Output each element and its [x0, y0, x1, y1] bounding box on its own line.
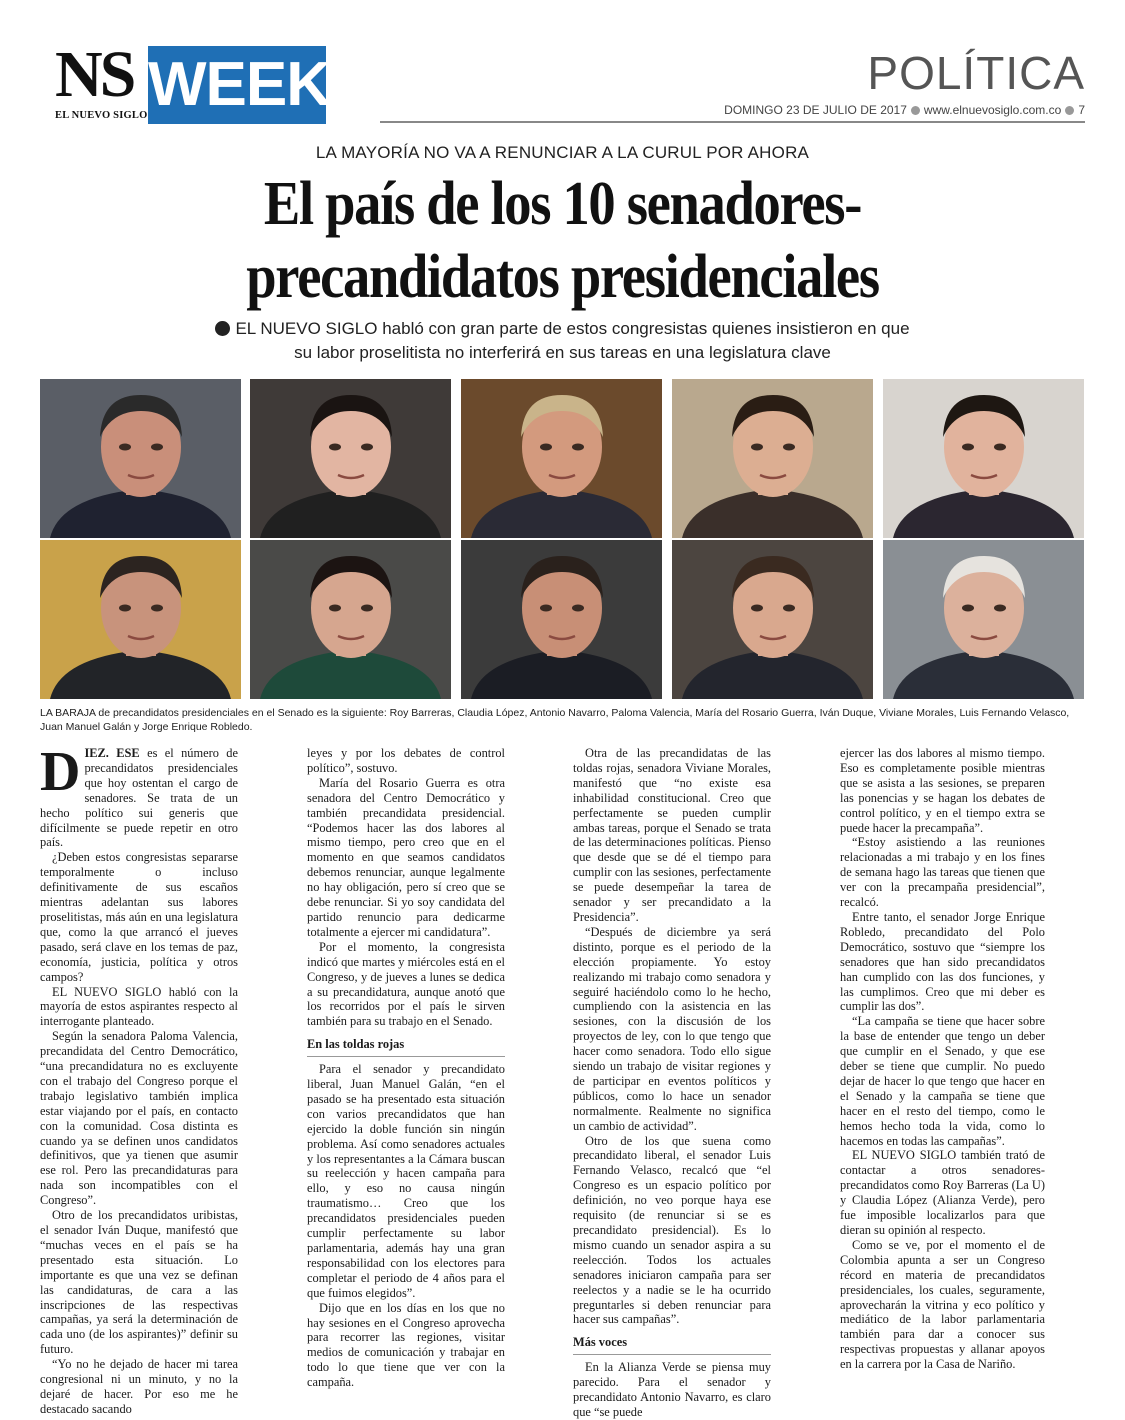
paragraph: leyes y por los debates de control político”, sostuvo.: [307, 746, 505, 775]
paragraph: “La campaña se tiene que hacer sobre la base de entender que tengo un deber que cumplir en el Senado, y que ese deber se tiene que cumplir. No puedo dejar de hacer lo que tengo que hacer en el Senado y la campaña se tiene que hacer en el resto del tiempo, como le hemos hecho toda la vida, como lo hacemos en todas las campañas”.: [840, 1014, 1045, 1148]
paragraph: En la Alianza Verde se piensa muy parecido. Para el senador y precandidato Antonio Navarro, es claro que “se puede: [573, 1360, 771, 1419]
portrait-photo: [461, 379, 662, 538]
portrait-photo: [250, 379, 451, 538]
lead-text: es el número de precandidatos presidenciales que hoy ostentan el cargo de senadores. Se trata de un hecho político sui generis que difícilmente se puede repetir en otro país.: [40, 746, 239, 850]
subhead-line-2: su labor proselitista no interferirá en sus tareas en una legislatura clave: [294, 343, 831, 362]
paragraph: ejercer las dos labores al mismo tiempo. Eso es completamente posible mientras que se asista a las sesiones, se preparen las ponencias y se hagan los debates de control político, y en el tiempo extra se puede hacer la precampaña”.: [840, 746, 1045, 835]
dot-icon: [1065, 106, 1074, 115]
headline-line-1: El país de los 10 senadores-: [263, 170, 862, 238]
portrait-photo: [883, 379, 1084, 538]
paragraph: EL NUEVO SIGLO habló con la mayoría de estos aspirantes respecto al interrogante planteado.: [40, 984, 238, 1029]
column-2: [307, 746, 505, 1390]
dateline: [724, 103, 1085, 117]
photo-caption: LA BARAJA de precandidatos presidenciales en el Senado es la siguiente: Roy Barreras, Claudia López, Antonio Navarro, Paloma Valencia, María del Rosario Guerra, Iván Duque, Viviane Morales, Luis Fernando Velasco, Juan Manuel Galán y Jorge Enrique Robledo.: [40, 707, 1070, 733]
portrait-photo: [672, 540, 873, 699]
dot-icon: [911, 106, 920, 115]
portrait-photo: [40, 540, 241, 699]
paragraph: ¿Deben estos congresistas separarse temporalmente o incluso definitivamente de sus escaños mientras adelantan sus labores proselitistas, más aún en una legislatura que, como la que arrancó el jueves pasado, será clave en los temas de paz, economía, justicia, política y otros campos?: [40, 850, 238, 984]
subhead-text-1: EL NUEVO SIGLO habló con gran parte de estos congresistas quienes insistieron en que: [235, 319, 910, 338]
lead-words: IEZ. ESE: [84, 746, 140, 760]
portrait-photo: [250, 540, 451, 699]
paragraph: Otro de los que suena como precandidato liberal, el senador Luis Fernando Velasco, recalcó que “el Congreso es un espacio político por definición, no veo porque haya ese requisito (de renunciar si se es precandidato presidencial). Es lo mismo cuando un senador aspira a su reelección. Todos los actuales senadores iniciaron campaña para ser reelectos y a nadie se le ha ocurrido preguntarles si deben renunciar para hacer sus campañas”.: [573, 1133, 771, 1327]
paragraph: Otra de las precandidatas de las toldas rojas, senadora Viviane Morales, manifestó que “no existe esa inhabilidad constitucional. Creo que perfectamente se pueden cumplir ambas tareas, porque el Senado se trata de las determinaciones políticas. Pienso que desde que se dé el tiempo para cumplir con las sesiones, perfectamente se puede desempeñar la tarea de senador y ser precandidato a la Presidencia”.: [573, 746, 771, 924]
column-3: [573, 746, 771, 1420]
paragraph: “Yo no he dejado de hacer mi tarea congresional ni un minuto, y no la dejaré de hacer. Por eso me he destacado sacando: [40, 1357, 238, 1416]
logo-week: WEEK: [148, 46, 326, 124]
portrait-photo: [461, 540, 662, 699]
paragraph: EL NUEVO SIGLO también trató de contactar a otros senadores-precandidatos como Roy Barreras (La U) y Claudia López (Alianza Verde), pero fue imposible localizarlos para que dieran su opinión al respecto.: [840, 1148, 1045, 1237]
logo-subtitle: EL NUEVO SIGLO: [55, 110, 148, 121]
column-1: [40, 741, 239, 1417]
bullet-icon: [215, 321, 230, 336]
headline-line-2: precandidatos presidenciales: [246, 243, 879, 311]
paragraph: “Estoy asistiendo a las reuniones relacionadas a mi trabajo y en los fines de semana hago las tareas que tienen que ver con la precampaña presidencial”, recalcó.: [840, 835, 1045, 910]
column-4: [840, 746, 1045, 1372]
subhead-line-1: [0, 317, 1125, 341]
portrait-photo: [40, 379, 241, 538]
paragraph: Como se ve, por el momento el de Colombia apunta a ser un Congreso récord en materia de precandidatos presidenciales, los cuales, seguramente, aprovecharán la vitrina y eco político y mediático de la labor parlamentaria también para dar a conocer sus respectivas propuestas y allanar apoyos en la carrera por la Casa de Nariño.: [840, 1237, 1045, 1372]
drop-cap: D: [40, 741, 81, 803]
subheading-mas-voces: Más voces: [573, 1335, 771, 1355]
kicker: LA MAYORÍA NO VA A RENUNCIAR A LA CURUL POR AHORA: [315, 143, 810, 162]
paragraph: Según la senadora Paloma Valencia, precandidata del Centro Democrático, “una precandidatura no es excluyente con el trabajo del Congreso porque el trabajo legislativo también implica estar viajando por el país, en contacto con la comunidad. Cosa distinta es cuando ya se definen unos candidatos definitivos, que ya tienen que asumir ese rol. Pero las precandidaturas para nada son incompatibles con el Congreso”.: [40, 1029, 238, 1208]
portrait-photo: [672, 379, 873, 538]
portrait-photo: [883, 540, 1084, 699]
logo-ns: NS: [55, 38, 134, 111]
date: DOMINGO 23 DE JULIO DE 2017: [724, 103, 907, 117]
paragraph: [40, 741, 239, 850]
section-title: POLÍTICA: [867, 47, 1085, 99]
paragraph: Otro de los precandidatos uribistas, el senador Iván Duque, manifestó que “muchas veces en el país se ha presentado esta situación. Lo importante es que una vez se definan las candidaturas, de cara a las inscripciones de las respectivas campañas, ya será la determinación de cada uno (de los aspirantes)” definir su futuro.: [40, 1208, 238, 1357]
paragraph: Por el momento, la congresista indicó que martes y miércoles está en el Congreso, y de jueves a lunes se dedica a su precandidatura, aunque anotó que los recorridos por el país le sirven también para su trabajo en el Senado.: [307, 939, 505, 1029]
website: www.elnuevosiglo.com.co: [923, 103, 1062, 117]
paragraph: Para el senador y precandidato liberal, Juan Manuel Galán, “en el pasado se ha presentado esta situación con varios precandidatos que han ejercido la doble función sin ningún problema. Así como senadores actuales y los representantes a la Cámara buscan su reelección y hacen campaña para ello, y eso no causa ningún traumatismo… Creo que los precandidatos presidenciales pueden cumplir perfectamente su labor parlamentaria, además hay una gran responsabilidad con los electores para completar el periodo de 4 años para el que fuimos elegidos”.: [307, 1062, 505, 1300]
paragraph: María del Rosario Guerra es otra senadora del Centro Democrático y también precandidata presidencial. “Podemos hacer las dos labores al mismo tiempo, pero creo que en el momento en que seamos candidatos debemos renunciar, aunque legalmente no hay obligación, pero sí creo que se debe renunciar. Si yo soy candidata del partido renuncio para dedicarme totalmente a ejercer mi candidatura”.: [307, 775, 505, 939]
header-rule: [380, 121, 1085, 123]
paragraph: “Después de diciembre ya será distinto, porque es el periodo de la elección propiamente. Yo estoy realizando mi trabajo como senadora y seguiré haciéndolo como lo he hecho, cumpliendo con la asistencia en las sesiones, con la discusión de los proyectos de ley, con lo que tengo que hacer como senadora. Todo ello sigue siendo un trabajo de visitar regiones y de participar en eventos políticos y públicos, como lo hace un senador normalmente. Realmente no significa un cambio de actividad”.: [573, 924, 771, 1133]
paragraph: Dijo que en los días en los que no hay sesiones en el Congreso aprovecha para recorrer las regiones, visitar medios de comunicación y trabajar en todo lo que tiene que ver con la campaña.: [307, 1300, 505, 1390]
subheading-toldas-rojas: En las toldas rojas: [307, 1037, 505, 1057]
page-number: 7: [1078, 103, 1085, 117]
paragraph: Entre tanto, el senador Jorge Enrique Robledo, precandidato del Polo Democrático, sostuvo que “siempre los senadores que han sido precandidatos han cumplido con las dos funciones, y las cumplimos. Creo que mi deber es cumplir las dos”.: [840, 909, 1045, 1014]
